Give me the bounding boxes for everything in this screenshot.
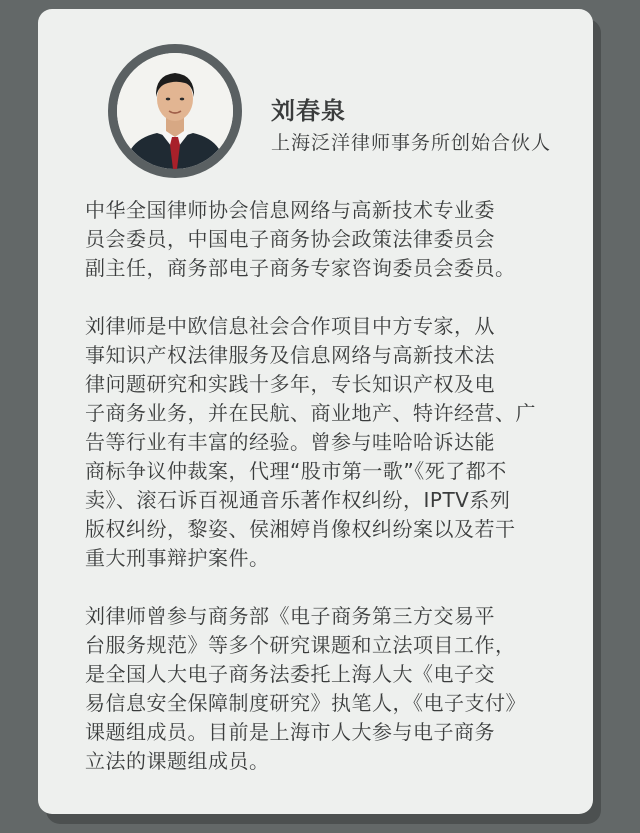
person-name: 刘春泉 (271, 97, 346, 125)
text-line: 台服务规范》等多个研究课题和立法项目工作， (85, 633, 516, 657)
text-line: 副主任，商务部电子商务专家咨询委员会委员。 (85, 256, 516, 280)
text-line: 刘律师曾参与商务部《电子商务第三方交易平 (85, 604, 495, 628)
text-line: 课题组成员。目前是上海市人大参与电子商务 (85, 720, 495, 744)
text-line: 事知识产权法律服务及信息网络与高新技术法 (85, 343, 495, 367)
bio-paragraph-3 (85, 602, 585, 776)
text-line: 刘律师是中欧信息社会合作项目中方专家，从 (85, 314, 495, 338)
text-line: 易信息安全保障制度研究》执笔人，《电子支付》 (85, 691, 526, 715)
text-line: 律问题研究和实践十多年，专长知识产权及电 (85, 372, 495, 396)
bio-paragraph-1 (85, 196, 585, 283)
text-line: 立法的课题组成员。 (85, 749, 270, 773)
text-line: 子商务业务，并在民航、商业地产、特许经营、广 (85, 401, 536, 425)
text-line: 中华全国律师协会信息网络与高新技术专业委 (85, 198, 495, 222)
text-line: 版权纠纷，黎姿、侯湘婷肖像权纠纷案以及若干 (85, 517, 516, 541)
avatar (108, 44, 242, 178)
person-title: 上海泛洋律师事务所创始合伙人 (271, 132, 552, 154)
text-line: 重大刑事辩护案件。 (85, 546, 270, 570)
text-line: 员会委员，中国电子商务协会政策法律委员会 (85, 227, 495, 251)
text-line: 商标争议仲裁案，代理“股市第一歌”《死了都不 (85, 459, 507, 483)
biography (85, 196, 585, 805)
text-line: 告等行业有丰富的经验。曾参与哇哈哈诉达能 (85, 430, 495, 454)
text-line: 卖》、滚石诉百视通音乐著作权纠纷，IPTV系列 (85, 488, 511, 512)
bio-paragraph-2 (85, 312, 585, 573)
text-line: 是全国人大电子商务法委托上海人大《电子交 (85, 662, 495, 686)
portrait-image (117, 53, 233, 169)
